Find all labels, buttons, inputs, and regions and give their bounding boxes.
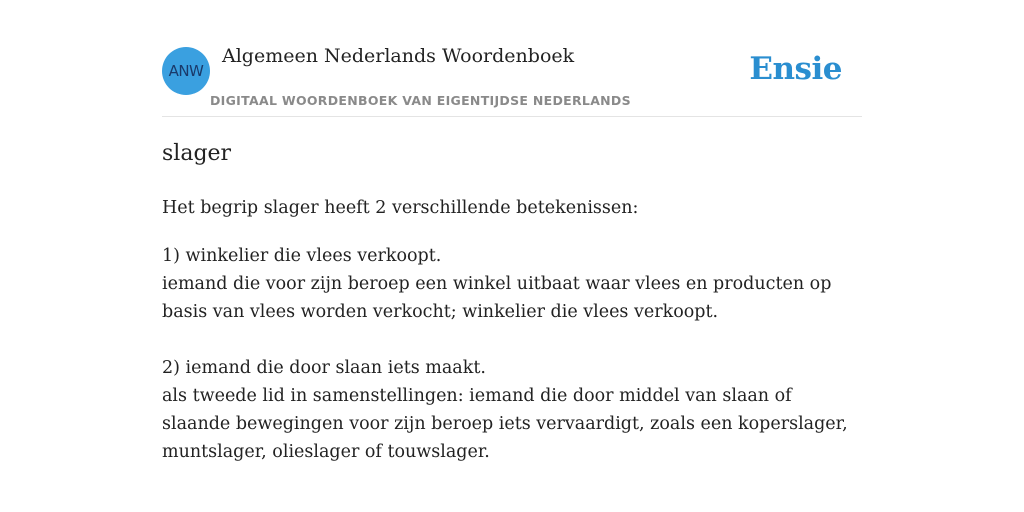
site-title[interactable]: Algemeen Nederlands Woordenboek [222, 45, 575, 67]
entry-content [162, 140, 862, 466]
sense-1 [162, 242, 862, 326]
ensie-brand-logo[interactable]: Ensie [749, 51, 842, 87]
anw-logo[interactable]: ANW [162, 47, 210, 95]
sense-definition: als tweede lid in samenstellingen: iemand die door middel van slaan of slaande bewegingen voor zijn beroep iets vervaardigt, zoals een koperslager, muntslager, olieslager of touwslager. [162, 386, 848, 462]
headword: slager [162, 141, 232, 166]
sense-heading: 1) winkelier die vlees verkoopt. [162, 246, 442, 266]
sense-definition: iemand die voor zijn beroep een winkel uitbaat waar vlees en producten op basis van vlees worden verkocht; winkelier die vlees verkoopt. [162, 274, 832, 322]
site-subtitle: DIGITAAL WOORDENBOEK VAN EIGENTIJDSE NEDERLANDS [210, 93, 631, 108]
entry-intro: Het begrip slager heeft 2 verschillende betekenissen: [162, 198, 639, 218]
site-header [162, 40, 862, 117]
sense-2 [162, 354, 862, 466]
sense-heading: 2) iemand die door slaan iets maakt. [162, 358, 486, 378]
